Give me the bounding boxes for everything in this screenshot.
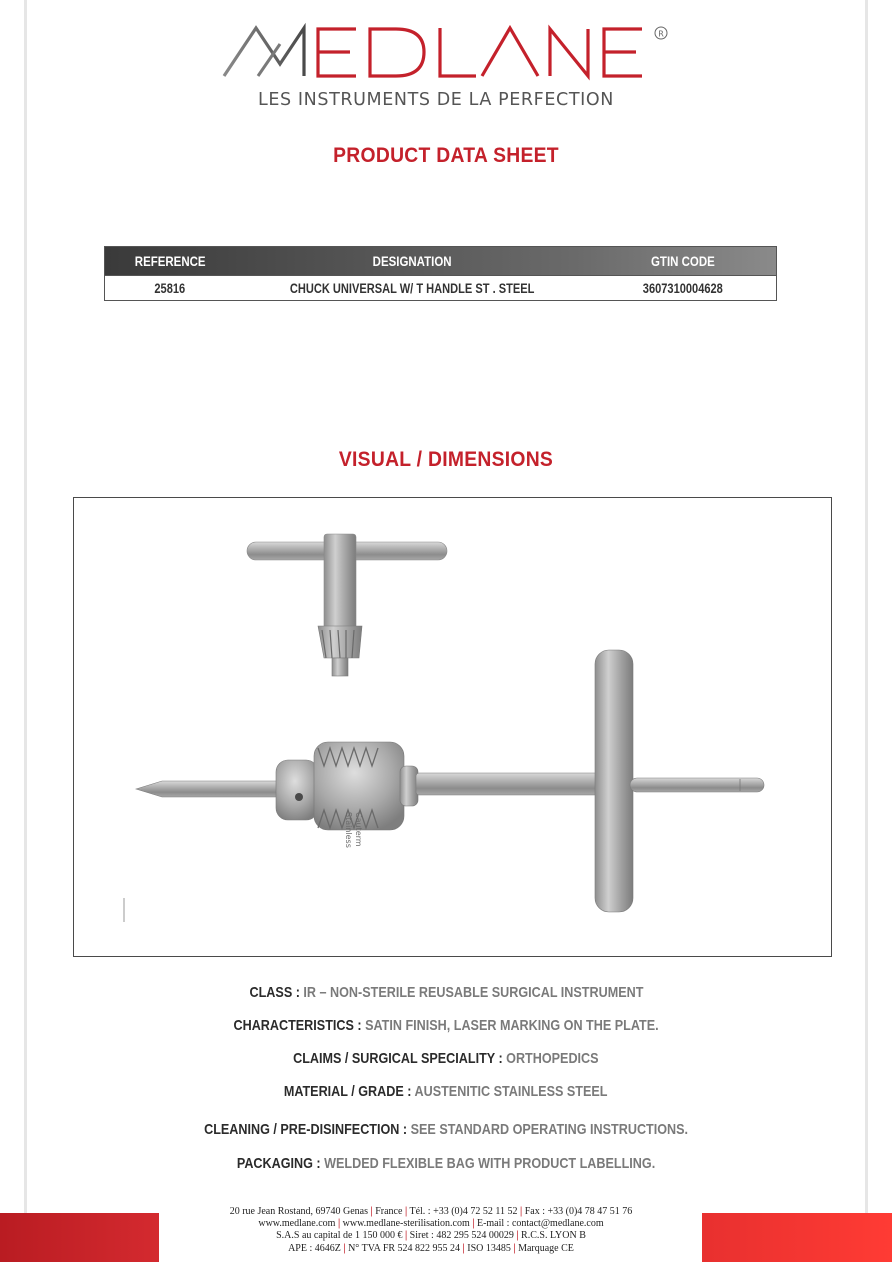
spec-claims: CLAIMS / SURGICAL SPECIALITY : ORTHOPEDICS — [293, 1050, 599, 1067]
table-row — [105, 275, 776, 300]
header-designation: DESIGNATION — [373, 253, 452, 269]
spec-cleaning: CLEANING / PRE-DISINFECTION : SEE STANDARD OPERATING INSTRUCTIONS. — [204, 1121, 688, 1138]
cell-designation: CHUCK UNIVERSAL W/ T HANDLE ST . STEEL — [290, 280, 535, 296]
chuck-key — [247, 534, 447, 676]
engraving-line2: Stainless — [344, 812, 353, 848]
company-footer — [160, 1206, 702, 1255]
footer-line-registration: APE : 4646Z | N° TVA FR 524 822 955 24 | ISO 13485 | Marquage CE — [288, 1242, 574, 1254]
header-reference: REFERENCE — [134, 253, 206, 269]
cell-gtin-code: 3607310004628 — [642, 280, 724, 296]
sterilisation-website-link[interactable]: www.medlane-sterilisation.com — [342, 1218, 470, 1230]
spec-characteristics: CHARACTERISTICS : SATIN FINISH, LASER MARKING ON THE PLATE. — [233, 1017, 659, 1034]
reference-table — [104, 246, 777, 301]
footer-line-legal: S.A.S au capital de 1 150 000 € | Siret : 482 295 524 00029 | R.C.S. LYON B — [276, 1230, 586, 1242]
registered-mark: R — [658, 29, 664, 39]
footer-line-address: 20 rue Jean Rostand, 69740 Genas | France | Tél. : +33 (0)4 72 52 11 52 | Fax : +33 (0)4 78 47 51 76 — [229, 1206, 633, 1217]
header-gtin-code: GTIN CODE — [651, 253, 715, 269]
footer-red-bar-left — [0, 1213, 159, 1262]
spec-class: CLASS : IR – NON-STERILE REUSABLE SURGICAL INSTRUMENT — [249, 984, 643, 1001]
spec-packaging: PACKAGING : WELDED FLEXIBLE BAG WITH PRODUCT LABELLING. — [236, 1155, 656, 1172]
email-link[interactable]: E-mail : contact@medlane.com — [476, 1218, 604, 1230]
engraving-line1: Cauterm — [354, 812, 363, 847]
cell-reference: 25816 — [154, 280, 186, 296]
product-image — [74, 498, 831, 956]
table-header-row — [105, 247, 776, 275]
t-handle-chuck — [136, 650, 764, 912]
product-image-frame — [73, 497, 832, 957]
brand-tagline: LES INSTRUMENTS DE LA PERFECTION — [258, 90, 614, 110]
footer-line-web: www.medlane.com | www.medlane-sterilisation.com | E-mail : contact@medlane.com — [258, 1218, 604, 1230]
spec-material: MATERIAL / GRADE : AUSTENITIC STAINLESS STEEL — [284, 1083, 608, 1100]
website-link[interactable]: www.medlane.com — [258, 1218, 336, 1230]
footer-red-bar-right — [702, 1213, 892, 1262]
product-data-sheet-title: PRODUCT DATA SHEET — [333, 144, 559, 167]
visual-dimensions-title: VISUAL / DIMENSIONS — [338, 448, 554, 471]
